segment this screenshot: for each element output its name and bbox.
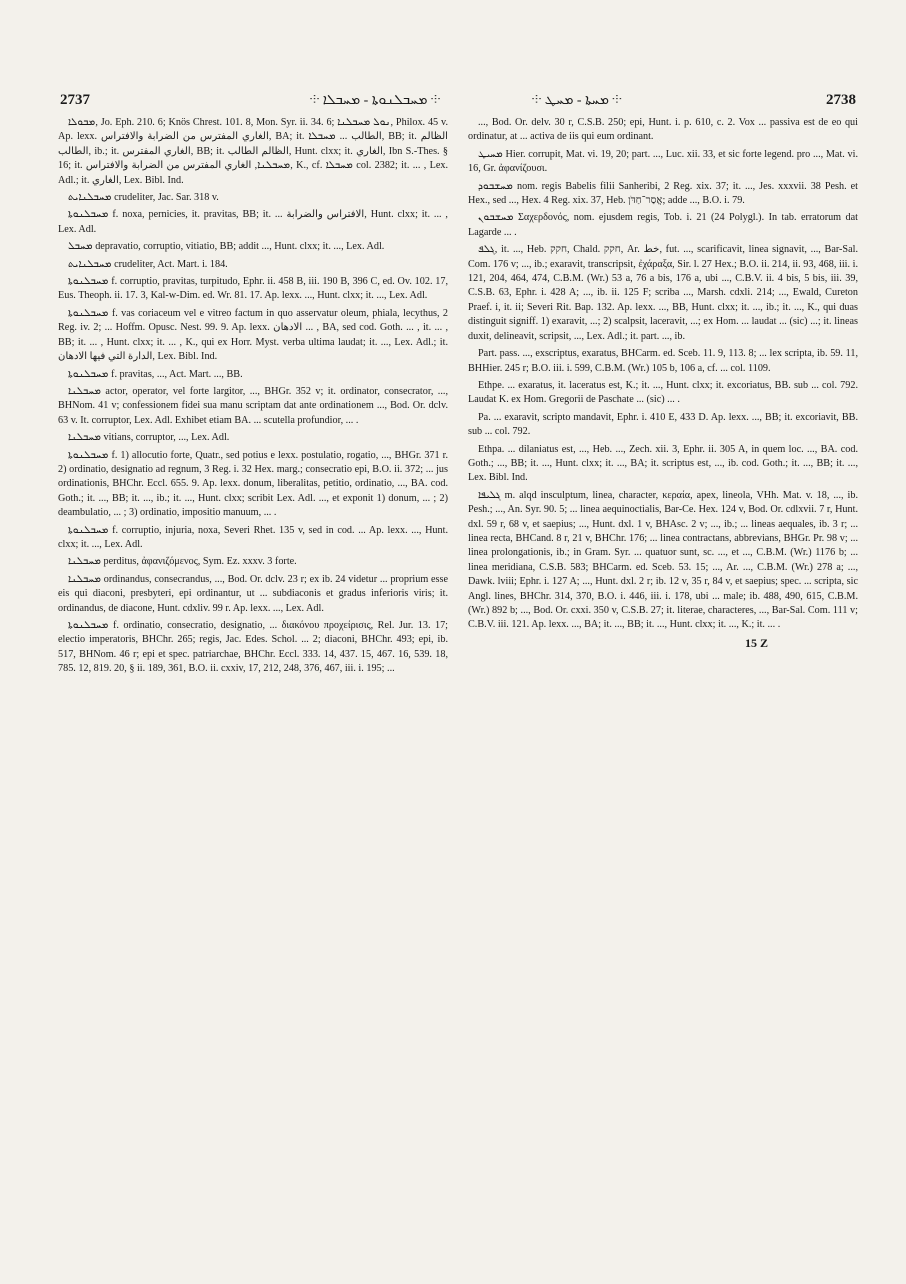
dictionary-entry: ܡܚܝܛ Hier. corrupit, Mat. vi. 19, 20; part. ..., Luc. xii. 33, et sic forte legend. pro ..., Mat. vi. 16, Gr. ἀφανίζουσι. (468, 148, 858, 175)
dictionary-entry: ܡܚܒܠܢܘܬܐ f. pravitas, ..., Act. Mart. ..., BB. (68, 368, 243, 380)
dictionary-entry: ܓܠܦ, it. ..., Heb. חקק, Chald. חקק, Ar. خط, fut. ..., scarificavit, linea signavit, ..., Bar-Sal. Com. 176 v; ..., ib.; exaravit, transcripsit, ἐχάραξα, Sir. l. 27 Hex.; B.O. ii. 214, ii. 93, 468, iii. i. 121, 204, 464, 474, C.B.M. (Wr.) 53 a, 76 a bis, 176 a, ubi ..., C.B.V. ii. 4 bis, 5 bis, iii. 39, C.S.B. 63, Ephr. i. 428 A; ..., ib. ii. 125 F; scriba ..., Marsh. cdxli. 214; ..., Ewald, Cureton Praef. i, it. ii; Severi Rit. Bap. 132. Ap. lexx. ..., BB, Hunt. clxx; it. ..., ib.; it. ..., K., qui duas distinguit signiff. 1) exaravit, ...; 2) scalpsit, laceravit, ...; ex Hom. ... laudat ... (sic) ...; it. lineas duxit, delineavit, scripsit, ..., Lex. Adl.; it. part. ..., ib. (468, 244, 858, 342)
dictionary-entry: ܡܚܒܠܢܐ actor, operator, vel forte largitor, ..., BHGr. 352 v; it. ordinator, consecrator, ..., BHNom. 41 v; confessionem fidei sua manu scriptam dat ante ordinationem ..., Bod. Or. dclv. 63 v. It. corruptor, Lex. Adl. Exhibet etiam BA. ... scutella profundior, ... . (58, 385, 448, 426)
dictionary-entry: Ethpe. ... exaratus, it. laceratus est, K.; it. ..., Hunt. clxx; it. excoriatus, BB. sub ... col. 792. Laudat K. ex Hom. Gregorii de Paschate ... (sic) ... . (468, 379, 858, 406)
right-column (468, 116, 858, 680)
dictionary-entry: ܡܚܒܠܢܘܬܐ f. corruptio, pravitas, turpitudo, Ephr. ii. 458 B, iii. 190 B, 396 C, ed. Ov. 102. 17, Eus. Theoph. ii. 17. 3, Kal-w-Dim. ed. Wr. 81. 17. Ap. lexx. ..., Hunt. clxx; it. ..., Lex. Adl. (58, 276, 448, 302)
dictionary-entry: ܡܚܒܠܢܘܬܐ f. corruptio, injuria, noxa, Severi Rhet. 135 v, sed in cod. ... Ap. lexx. ..., Hunt. clxx; it. ..., Lex. Adl. (58, 524, 448, 550)
left-running-head: ⸭ ܡܚܒܠܢܘܬܐ - ܡܚܒܠܐ ⸭ (310, 93, 441, 108)
dictionary-entry: ܡܚܒܠܢܐܝܬ crudeliter, Act. Mart. i. 184. (68, 258, 228, 270)
dictionary-entry: ܡܚܒܠܢܐ vitians, corruptor, ..., Lex. Adl. (68, 432, 230, 444)
right-page-number: 2738 (826, 92, 856, 108)
signature-mark: 15 Z (744, 635, 768, 650)
dictionary-entry: Part. pass. ..., exscriptus, exaratus, BHCarm. ed. Sceb. 11. 9, 113. 8; ... lex scripta, ib. 59. 11, BHHier. 245 r; B.O. iii. i. 599, C.B.M. (Wr.) 105 b, 106 a, cf. ... col. 1109. (468, 348, 858, 374)
dictionary-entry: ܡܚܒܠܢܐܝܬ crudeliter, Jac. Sar. 318 v. (68, 192, 219, 204)
left-page-number: 2737 (60, 92, 90, 108)
dictionary-entry: ܡܚܒܠܢܘܬܐ f. vas coriaceum vel e vitreo factum in quo asservatur oleum, phiala, lecythus, 2 Reg. iv. 2; ... Hoffm. Opusc. Nest. 99. 9. Ap. lexx. الادهان ... , BA, sed cod. Goth. ... , it. ... , BB; it. ... , Hunt. clxx; it. ... , K., qui ex Horr. Myst. verba ultima laudat; it. ..., Lex. Adl.; it. الدارة التي فيها الادهان, Lex. Bibl. Ind. (58, 307, 448, 363)
dictionary-entry: ܓܠܝܦܐ m. alqd insculptum, linea, character, κεραία, apex, lineola, VHh. Mat. v. 18, ..., ib. Pesh.; ..., An. Syr. 90. 5; ... linea aequinoctialis, Bar-Ce. Hex. 124 v, Bod. Or. cdlxvii. 7 r, Hunt. dxl. 59 r, 68 v, et saepius; ..., Hunt. dxl. 1 v, BHAsc. 2 v; ..., ib.; ... lineas aequales, ib. 3 r; ... linea recta, BHCand. 8 r, 21 v, BHChr. 176; ... linea contractans, abbrevians, BHGr. Pr. 98 v; ... linea prolongationis, ib.; in Gram. Syr. ... quatuor sunt, sc. ..., et ..., C.B.M. (Wr.) 1176 b; ... linea meridiana, C.S.B. 583; BHCarm. ed. Sceb. 53. 15; ..., Ar. ..., C.B.M. (Wr.) 278 a; ..., Dawk. lviii; Ephr. i. 127 A; ..., Hunt. dxl. 2 r; ib. 12 v, 35 r, 84 v, et saepius; spec. ... scripta, sic Angl. lines, BHChr. 314, 370, B.O. i. 446, iii. i. 178, ubi ... male; ib. 488, 490, 615, C.B.M. (Wr.) 892 b; ..., Bod. Or. cxxi. 350 v, C.S.B. 27; it. literae, characteres, ..., Bar-Sal. Com. 111 v; C.B.V. iii. 121. Ap. lexx. ..., BA; it. ..., BB; it. ..., Hunt. clxx; it. ..., K.; it. ... . (468, 489, 858, 631)
dictionary-entry: ܡܚܒܠܢܐ ordinandus, consecrandus, ..., Bod. Or. dclv. 23 r; ex ib. 24 videtur ... proprium esse eis qui diaconi, presbyteri, epi ordinantur, ut ... subdiaconis et gradus inferioris viris; it. ordinandus, de diacone, Hunt. cdxliv. 99 r. Ap. lexx. ..., Lex. Adl. (58, 573, 448, 614)
dictionary-entry: ܡܚܒܠܢܘܬܐ f. noxa, pernicies, it. pravitas, BB; it. ... الافتراس والضرابة, Hunt. clxx; it. ... , Lex. Adl. (58, 209, 448, 235)
left-column (58, 116, 448, 680)
dictionary-entry: ܡܒܘܠܐ, Jo. Eph. 210. 6; Knös Chrest. 101. 8, Mon. Syr. ii. 34. 6; ܢܘܠ ܡܚܒܠܢܐ, Philox. 45 v. Ap. lexx. الغاري المفترس من الضرابة والافتراس, BA; it. الطالب ... ܡܚܒܠܐ, BB; it. الظالم الطالب, ib.; it. الغاري المفترس, BB; it. الظالم الطالب, Hunt. clxx; it. الغاري, Ibn S.-Thes. § 16; it. ܡܚܒܠܢܐ, الغاري المفترس من الضرابة والافتراس, K., cf. ܡܚܒܠܐ col. 2382; it. ... , Lex. Adl.; it. الغاري, Lex. Bibl. Ind. (58, 117, 448, 186)
dictionary-entry: Pa. ... exaravit, scripto mandavit, Ephr. i. 410 E, 433 D. Ap. lexx. ..., BB; it. excoriavit, BB. sub ... col. 792. (468, 411, 858, 438)
dictionary-entry: Ethpa. ... dilaniatus est, ..., Heb. ..., Zech. xii. 3, Ephr. ii. 305 A, in quem loc. ..., BA. cod. Goth.; ..., BB; it. ..., Hunt. clxx; it. ..., BA; it. scriptus est, ..., ib. cod. Goth.; it. ..., BB; it. ..., Lex. Bibl. Ind. (468, 443, 858, 484)
right-running-head: ⸭ ܡܚܬܐ - ܡܚܛ ⸭ (532, 93, 622, 108)
dictionary-entry: ܡܚܒܠ depravatio, corruptio, vitiatio, BB; addit ..., Hunt. clxx; it. ..., Lex. Adl. (68, 241, 385, 253)
dictionary-entry: ܡܚܒܠܢܘܬܐ f. 1) allocutio forte, Quatr., sed potius e lexx. postulatio, rogatio, ..., BHGr. 371 r. 2) ordinatio, designatio ad regnum, 3 Reg. i. 32 Hex. marg.; consecratio epi, B.O. ii. 372; ... jus ordinationis, BHChr. Eccl. 655. 9. Ap. lexx. donum, liberalitas, petitio, ordinatio, ..., BA. cod. Goth.; it. ..., BB; it. ..., ib.; it. ..., Hunt. clxx; scribit Lex. Adl. ..., et exponit 1) donum, ... ; 2) deambulatio, ... ; 3) ordinatio, impositio manuum, ... . (58, 449, 448, 519)
dictionary-entry: ..., Bod. Or. delv. 30 r, C.S.B. 250; epi, Hunt. i. p. 610, c. 2. Vox ... passiva est de eo qui ordinatur, at ... activa de iis qui eum ordinant. (468, 117, 858, 143)
dictionary-entry: ܡܚܒܠܢܐ perditus, ἀφανιζόμενος, Sym. Ez. xxxv. 3 forte. (68, 556, 297, 568)
dictionary-entry: ܡܚܫܒܘܢ Σαχερδονός, nom. ejusdem regis, Tob. i. 21 (24 Polygl.). In tab. erratorum dat Lagarde ... . (468, 212, 858, 238)
dictionary-entry: ܡܚܫܒܘܕ nom. regis Babelis filii Sanheribi, 2 Reg. xix. 37; it. ..., Jes. xxxvii. 38 Pesh. et Hex., sed ..., Hex. 4 Reg. xix. 37, Heb. אֲסַר־חַדֹּן; adde ..., B.O. i. 79. (468, 180, 858, 207)
right-column-entries (468, 116, 858, 633)
text-columns (58, 116, 858, 680)
dictionary-entry: ܡܚܒܠܢܘܬܐ f. ordinatio, consecratio, designatio, ... διακόνου προχείρισις, Rel. Jur. 13. 17; electio imperatoris, BHChr. 265; regis, Jac. Edes. Schol. ... 2; diaconi, BHChr. 493; epi, ib. 517, BHNom. 46 r; epi et spec. patriarchae, BHChr. Eccl. 333. 14, 437. 15, 467. 16, 539. 18, 785. 12, 819. 20, § ii. 189, 361, B.O. ii. cxxiv, 17, 212, 248, 376, 467, iii. i. 195; ... (58, 620, 448, 675)
